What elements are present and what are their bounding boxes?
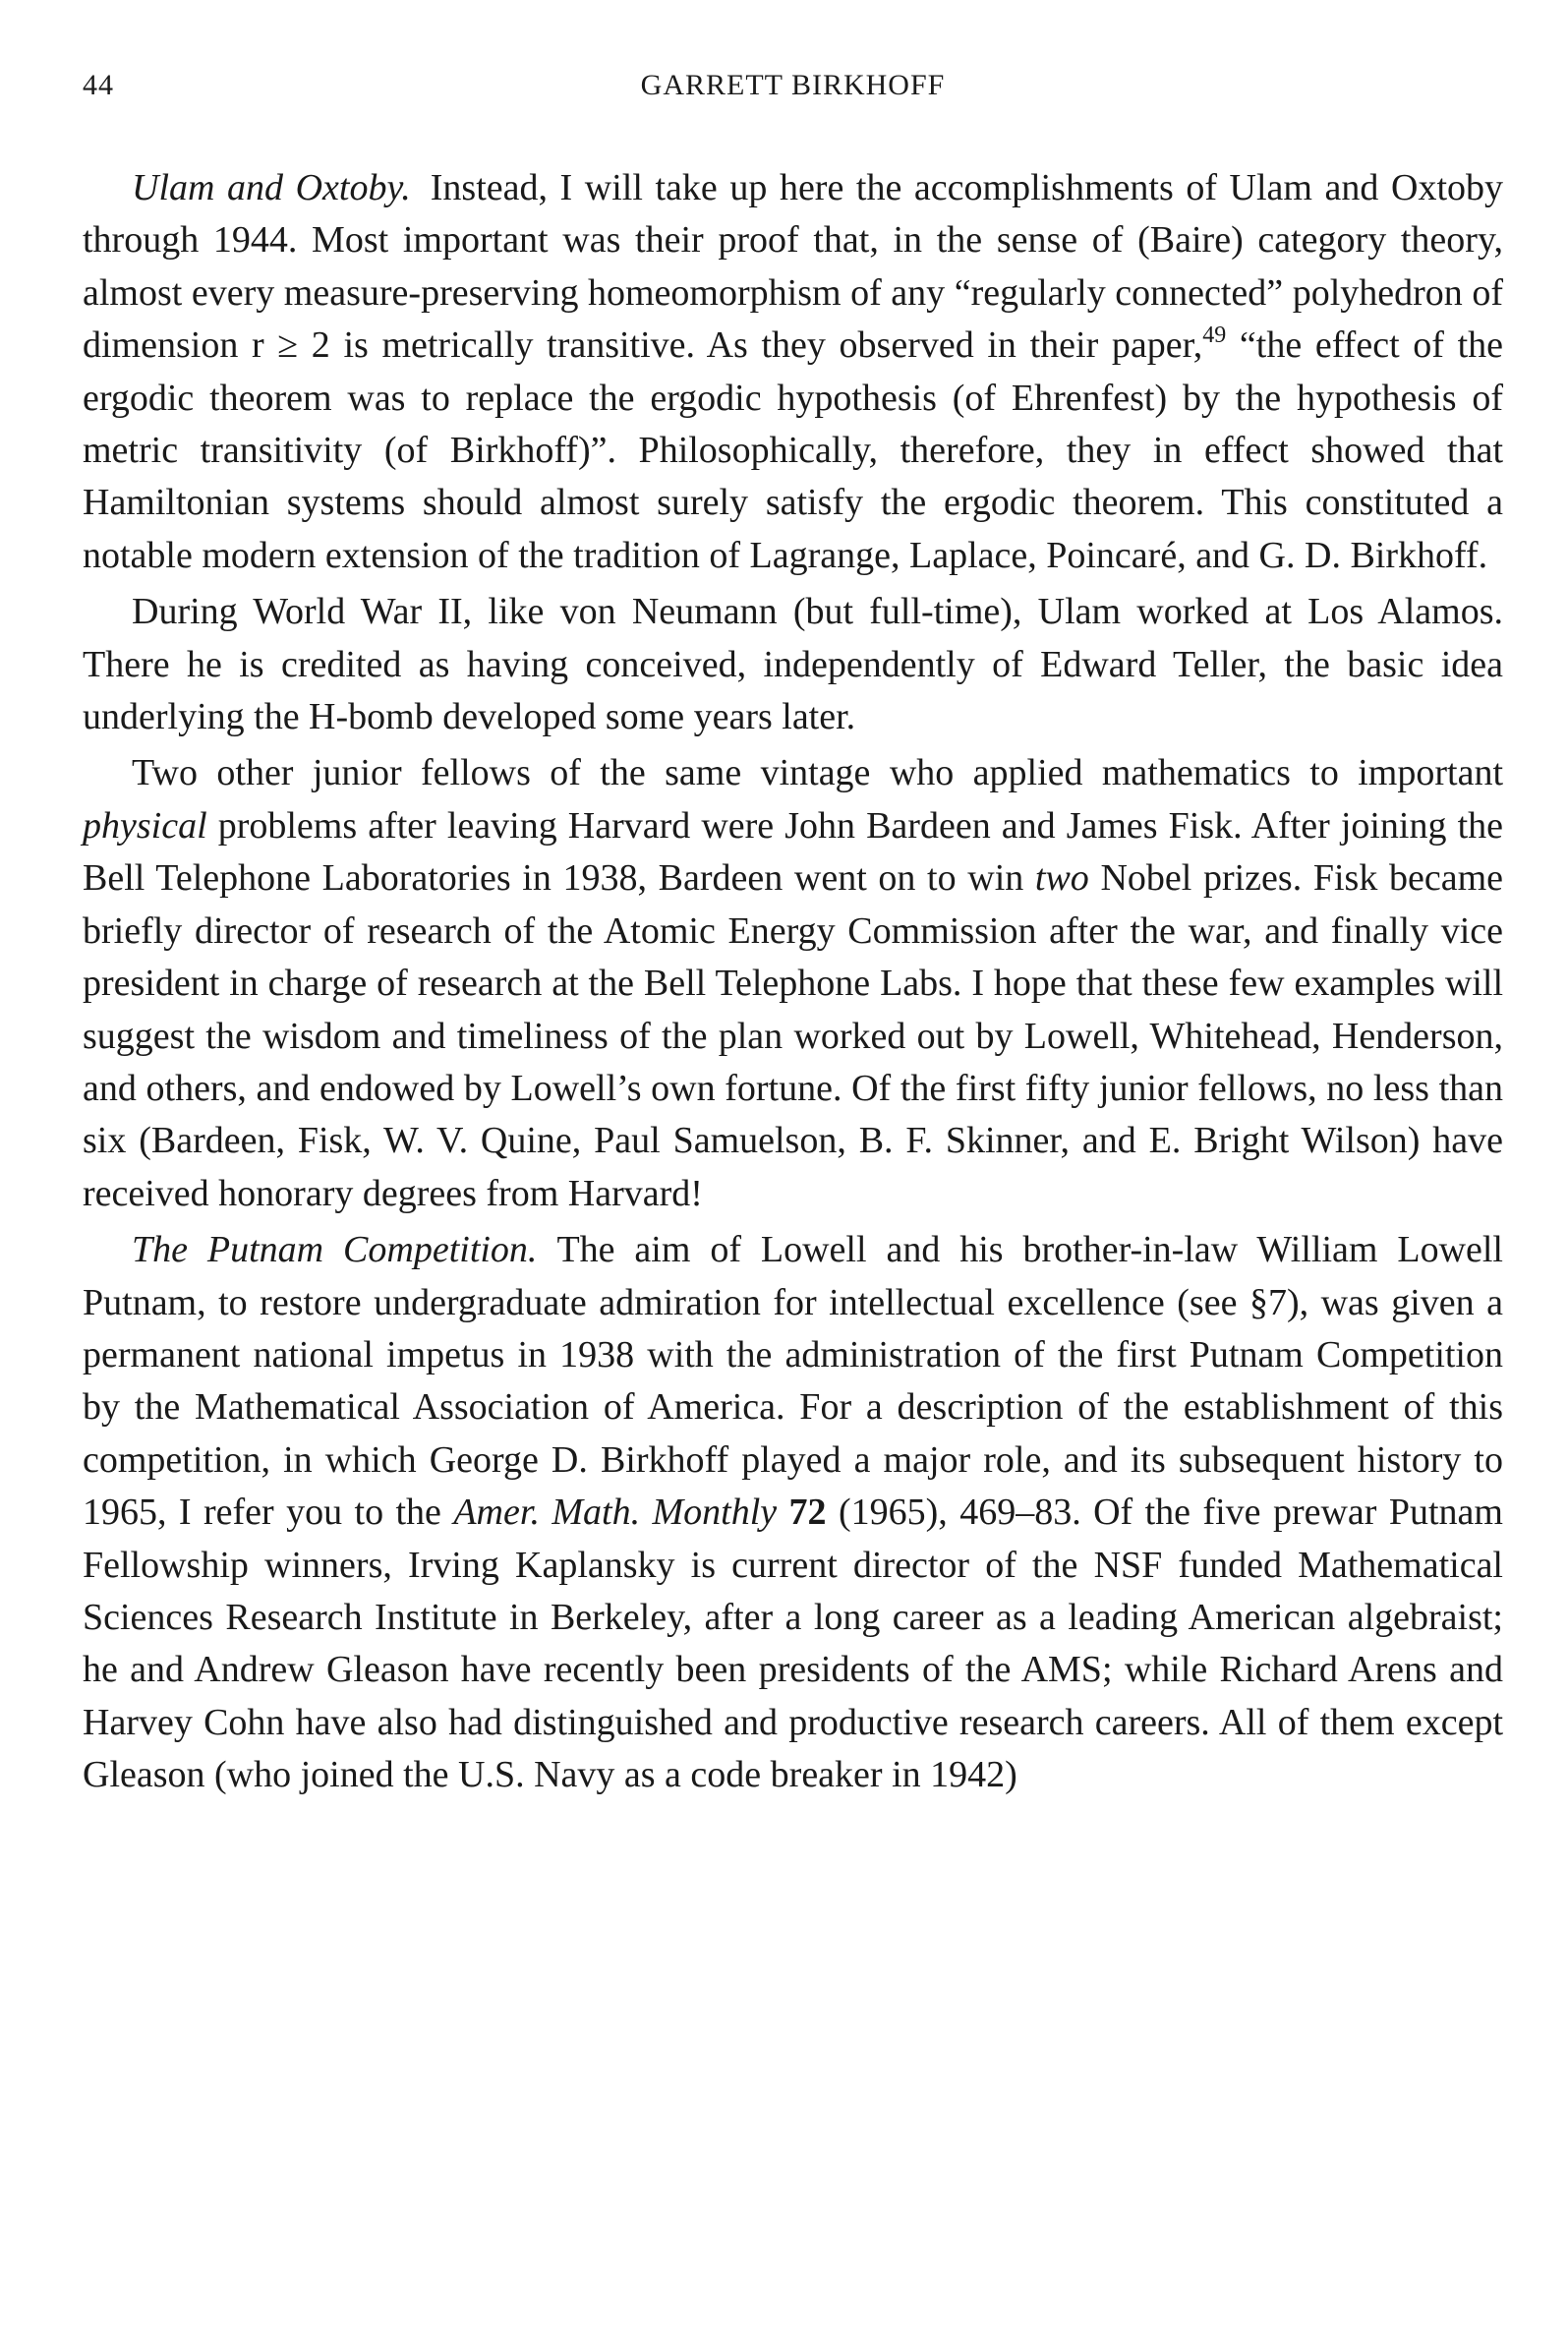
section-heading-putnam: The Putnam Competition. [132,1229,538,1271]
paragraph-text: Nobel prizes. Fisk became briefly director of research of the Atomic Energy Commission after the war, and finally vice president in charge of research at the Bell Telephone Labs. I hope that these few examples will suggest the wisdom and timeliness of the plan worked out by Lowell, Whitehead, Henderson, and others, and endowed by Lowell’s own fortune. Of the first fifty junior fellows, no less than six (Bardeen, Fisk, W. V. Quine, Paul Samuelson, B. F. Skinner, and E. Bright Wilson) have received honorary degrees from Harvard! [83,857,1503,1214]
journal-title: Amer. Math. Monthly [453,1492,778,1534]
paragraph-text: problems after leaving Harvard were John Bardeen and James Fisk. After joining the Bell Telephone Laboratories in 1938, Bardeen went on to win [83,804,1503,900]
paragraph-text: (1965), 469–83. Of the five prewar Putnam Fellowship winners, Irving Kaplansky is current director of the NSF funded Mathematical Sciences Research Institute in Berkeley, after a long career as a leading American algebraist; he and Andrew Gleason have recently been presidents of the AMS; while Richard Arens and Harvey Cohn have also had distinguished and productive research careers. All of them except Gleason (who joined the U.S. Navy as a code breaker in 1942) [83,1492,1503,1796]
paragraph-junior-fellows [83,747,1503,1220]
emphasis-text: physical [83,804,207,847]
paragraph-ulam-oxtoby [83,162,1503,582]
running-head [83,69,1503,112]
paragraph-text: The aim of Lowell and his brother-in-law William Lowell Putnam, to restore undergraduate admiration for intellectual excellence (see §7), was given a permanent national impetus in 1938 with the administration of the first Putnam Competition by the Mathematical Association of America. For a description of the establishment of this competition, in which George D. Birkhoff played a major role, and its subsequent history to 1965, I refer you to the [83,1229,1503,1534]
paragraph-world-war [83,586,1503,743]
paragraph-putnam-competition [83,1224,1503,1801]
paragraph-text: Two other junior fellows of the same vintage who applied mathematics to important [132,752,1503,794]
page-number: 44 [83,69,114,101]
journal-volume: 72 [788,1492,827,1534]
emphasis-text: two [1034,857,1089,900]
paragraph-text: “the effect of the ergodic theorem was to replace the ergodic hypothesis (of Ehrenfest) by the hypothesis of metric transitivity (of Birkhoff)”. Philosophically, therefore, they in effect showed that Hamiltonian systems should almost surely satisfy the ergodic theorem. This constituted a notable modern extension of the tradition of Lagrange, Laplace, Poincaré, and G. D. Birkhoff. [83,324,1504,576]
body-text [83,162,1503,1806]
paragraph-text: Instead, I will take up here the accomplishments of Ulam and Oxtoby through 1944. Most important was their proof that, in the sense of (Baire) category theory, almost every measure-preserving homeomorphism of any “regularly connected” polyhedron of dimension r ≥ 2 is metrically transitive. As they observed in their paper, [83,167,1503,367]
section-heading-ulam-oxtoby: Ulam and Oxtoby. [132,167,411,208]
header-title: GARRETT BIRKHOFF [640,69,946,101]
footnote-ref: 49 [1202,322,1227,349]
paragraph-text: During World War II, like von Neumann (but full-time), Ulam worked at Los Alamos. There he is credited as having conceived, independently of Edward Teller, the basic idea underlying the H-bomb developed some years later. [83,591,1503,738]
